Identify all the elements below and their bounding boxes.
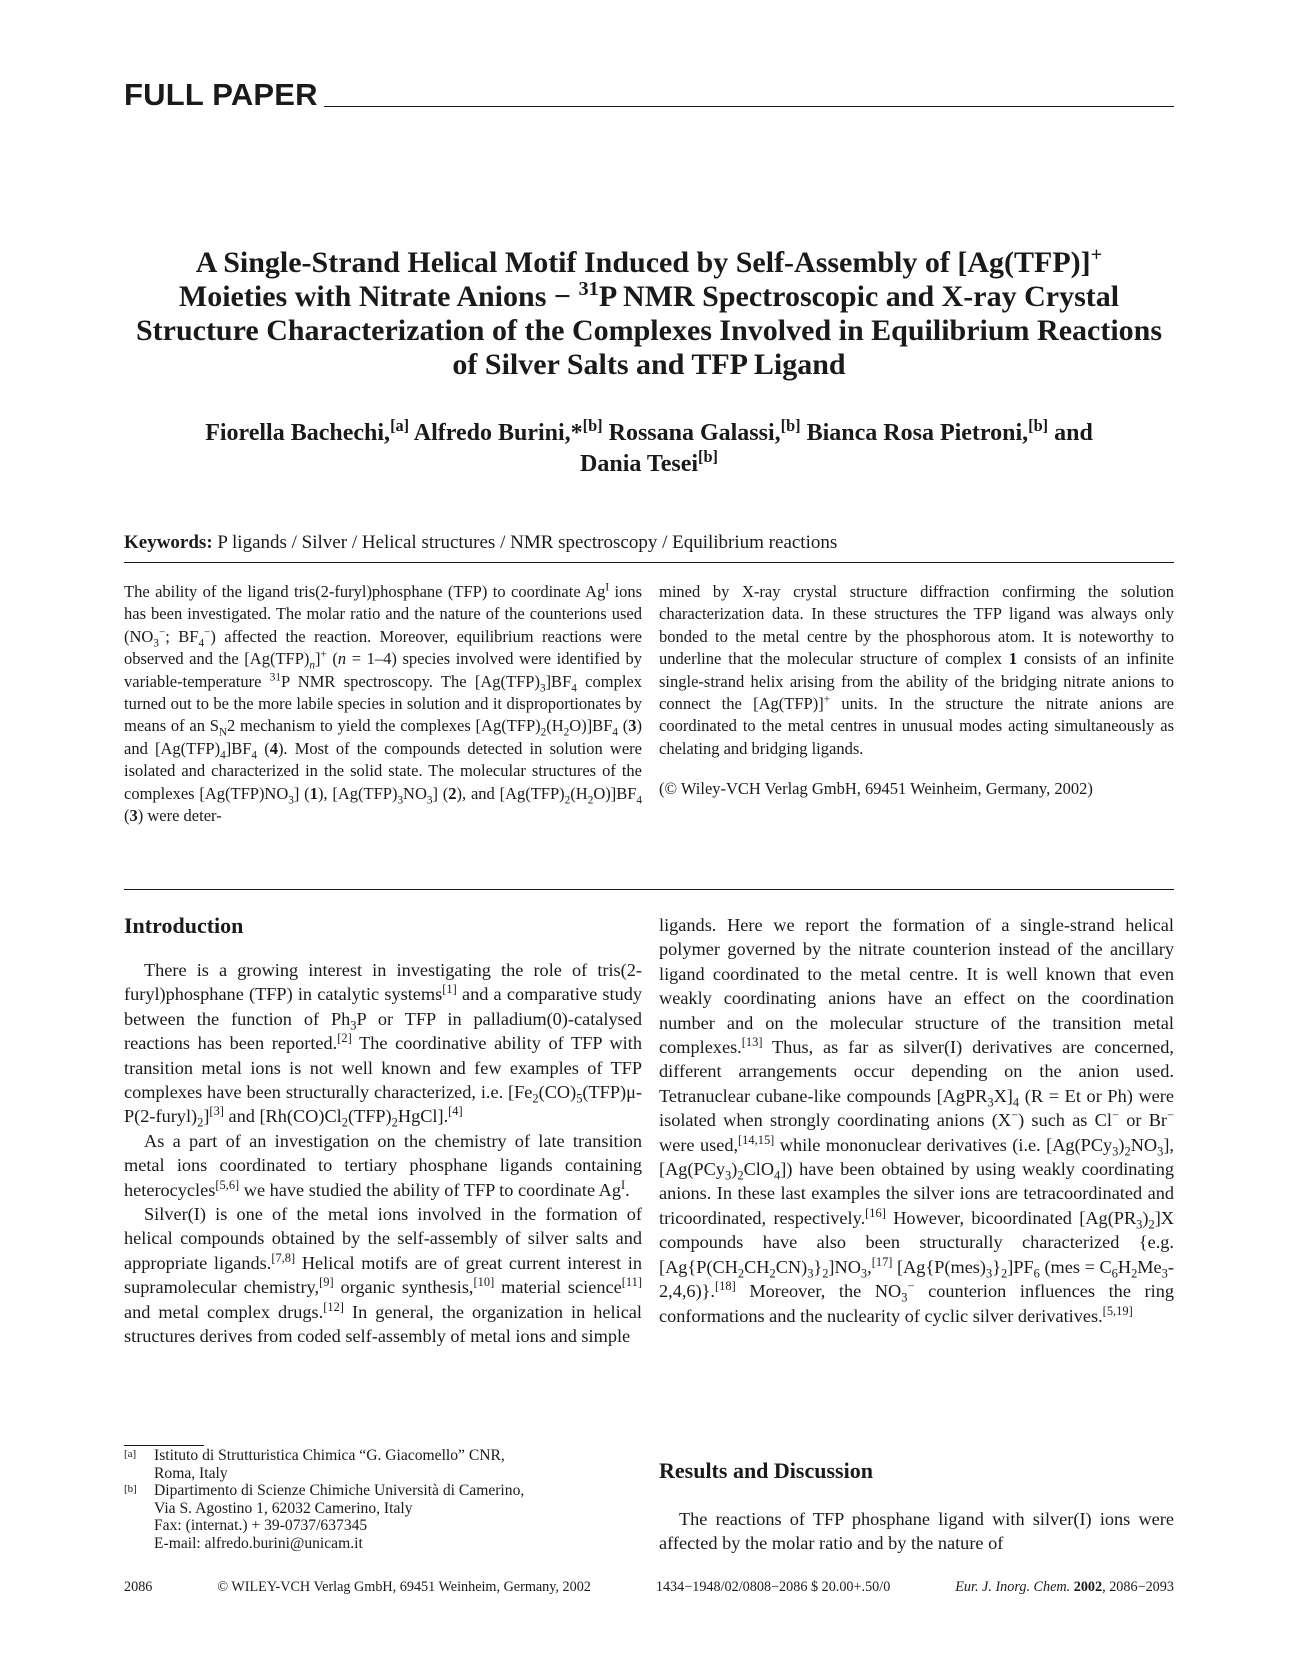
body-right-column: [659, 913, 1174, 1328]
affiliation-footnotes: [124, 1447, 644, 1553]
page-range: , 2086−2093: [1102, 1579, 1174, 1595]
intro-paragraph-4: ligands. Here we report the formation of a single-strand helical polymer governed by the nitrate counterion instead of the ancillary ligand coordinated to the metal centre. It is well known that even weakly coordinating anions have an effect on the coordination number and on the molecular structure of the transition metal complexes.[13] Thus, as far as silver(I) derivatives are concerned, different arrangements occur depending on the anion used. Tetranuclear cubane-like compounds $[AgPR_3X]_4$ (R = Et or Ph) were isolated when strongly coordinating anions (X−) such as Cl− or Br− were used,[14,15] while mononuclear derivatives (i.e. $[Ag(PCy_3)_2NO_3]$, $[Ag(PCy_3)_2ClO_4]$) have been obtained by using weakly coordinating anions. In these last examples the silver ions are tetracoordinated and tricoordinated, respectively.[16] However, bicoordinated $[Ag(PR_3)_2]X$ compounds have also been structurally characterized {$e.g.[Ag\{P(CH_2CH_2CN)_3\}_2]NO_3,[17]$ $[Ag\{P(mes)_3\}_2]PF_6$ $(mes = C_6H_2Me_3-2,4,6)\}.[18]$ Moreover, the $NO_3^-$ counterion influences the ring conformations and the nuclearity of cyclic silver derivatives.[5,19]: [659, 915, 1175, 1326]
author-list: Fiorella Bachechi,[a] Alfredo Burini,*[b] Rossana Galassi,[b] Bianca Rosa Pietroni,[b] and Dania Tesei[b]: [205, 416, 1093, 477]
abstract-right-column: [659, 581, 1174, 801]
footnote-line: Istituto di Strutturistica Chimica “G. Giacomello” CNR,: [154, 1447, 505, 1464]
running-header: [124, 78, 1174, 112]
intro-paragraph-2: As a part of an investigation on the chemistry of late transition metal ions coordinated to tertiary phosphane ligands containing heterocycles[5,6] we have studied the ability of TFP to coordinate $Ag^I$.: [124, 1130, 642, 1200]
footnote-line: Dipartimento di Scienze Chimiche Università di Camerino,: [154, 1482, 525, 1500]
footnote-line: Fax: (internat.) + 39-0737/637345: [154, 1517, 368, 1535]
intro-paragraph-1: There is a growing interest in investigating the role of tris(2-furyl)phosphane (TFP) in catalytic systems[1] and a comparative study between the function of $Ph_3P$ or TFP in palladium(0)-catalysed reactions has been reported.[2] The coordinative ability of TFP with transition metal ions is not well known and few examples of TFP complexes have been structurally characterized, i.e. $[Fe_2(CO)_5(TFP)\mu-P(2-furyl)_2][3]$ and $[Rh(CO)Cl_2(TFP)_2HgCl].[4]$: [124, 960, 642, 1131]
footnote-rule: [124, 1445, 204, 1446]
footnote-line: Via S. Agostino 1, 62032 Camerino, Italy: [154, 1499, 413, 1517]
keywords-text: P ligands / Silver / Helical structures / NMR spectroscopy / Equilibrium reactions: [217, 532, 838, 553]
introduction-heading: Introduction: [124, 913, 244, 938]
page-footer: [124, 1578, 1174, 1596]
paper-title: A Single-Strand Helical Motif Induced by Self-Assembly of [Ag(TFP)]+ Moieties with Nitrate Anions − $^{31}$P NMR Spectroscopic and X-ray Crystal Structure Characterization of the Complexes Involved in Equilibrium Reactions of Silver Salts and TFP Ligand: [135, 244, 1163, 381]
abstract-copyright: (© Wiley-VCH Verlag GmbH, 69451 Weinheim, Germany, 2002): [659, 779, 1093, 799]
keywords: [124, 531, 1174, 555]
abstract-top-rule: [124, 562, 1174, 563]
page-number: 2086: [124, 1579, 153, 1595]
abstract-left-column: [124, 581, 642, 827]
body-left-column: [124, 913, 642, 1349]
footnote-mark: [b]: [124, 1483, 137, 1496]
footnote-a: [124, 1447, 644, 1482]
results-section: [659, 1458, 1174, 1556]
footer-citation: [955, 1578, 1174, 1596]
email-link[interactable]: E-mail: alfredo.burini@unicam.it: [154, 1534, 363, 1552]
footer-issn: 1434−1948/02/0808−2086 $ 20.00+.50/0: [655, 1579, 891, 1595]
abstract-bottom-rule: [124, 889, 1174, 890]
footnote-mark: [a]: [124, 1448, 137, 1460]
footer-copyright: © WILEY-VCH Verlag GmbH, 69451 Weinheim, Germany, 2002: [217, 1579, 591, 1595]
footnote-line: Roma, Italy: [154, 1464, 228, 1482]
journal-name: Eur. J. Inorg. Chem.: [955, 1579, 1071, 1595]
intro-paragraph-3: Silver(I) is one of the metal ions involved in the formation of helical compounds obtained by the self-assembly of silver salts and appropriate ligands.[7,8] Helical motifs are of great current interest in supramolecular chemistry,[9] organic synthesis,[10] material science[11] and metal complex drugs.[12] In general, the organization in helical structures derives from coded self-assembly of metal ions and simple: [124, 1204, 642, 1347]
results-paragraph-1: The reactions of TFP phosphane ligand with silver(I) ions were affected by the molar ratio and by the nature of: [659, 1509, 1174, 1554]
header-rule: [324, 106, 1174, 107]
keywords-label: Keywords:: [124, 532, 213, 553]
footnote-b: [124, 1482, 644, 1552]
abstract-text-right: mined by X-ray crystal structure diffraction confirming the solution characterization data. In these structures the TFP ligand was always only bonded to the metal centre by the phosphorous atom. It is noteworthy to underline that the molecular structure of complex 1 consists of an infinite single-strand helix arising from the ability of the bridging nitrate anions to connect the [Ag(TFP)]+ units. In the structure the nitrate anions are coordinated to the metal centres in unusual modes acting simultaneously as chelating and bridging ligands.: [659, 582, 1174, 758]
section-label: FULL PAPER: [124, 77, 318, 112]
abstract-text-left: The ability of the ligand tris(2-furyl)phosphane (TFP) to coordinate $Ag^I$ ions has been investigated. The molar ratio and the nature of the counterions used ($NO_3^-$; $BF_4^-$) affected the reaction. Moreover, equilibrium reactions were observed and the $[Ag(TFP)_n]^+$ (n = 1–4) species involved were identified by variable-temperature $^{31}$P NMR spectroscopy. The $[Ag(TFP)_3]BF_4$ complex turned out to be the more labile species in solution and it disproportionates by means of an $S_N2$ mechanism to yield the complexes $[Ag(TFP)_2(H_2O)]BF_4$ (3) and $[Ag(TFP)_4]BF_4$ (4). Most of the compounds detected in solution were isolated and characterized in the solid state. The molecular structures of the complexes $[Ag(TFP)NO_3]$ (1), $[Ag(TFP)_3NO_3]$ (2), and $[Ag(TFP)_2(H_2O)]BF_4$ (3) were deter-: [124, 581, 643, 826]
results-heading: Results and Discussion: [659, 1458, 873, 1483]
journal-year: 2002: [1073, 1579, 1103, 1595]
